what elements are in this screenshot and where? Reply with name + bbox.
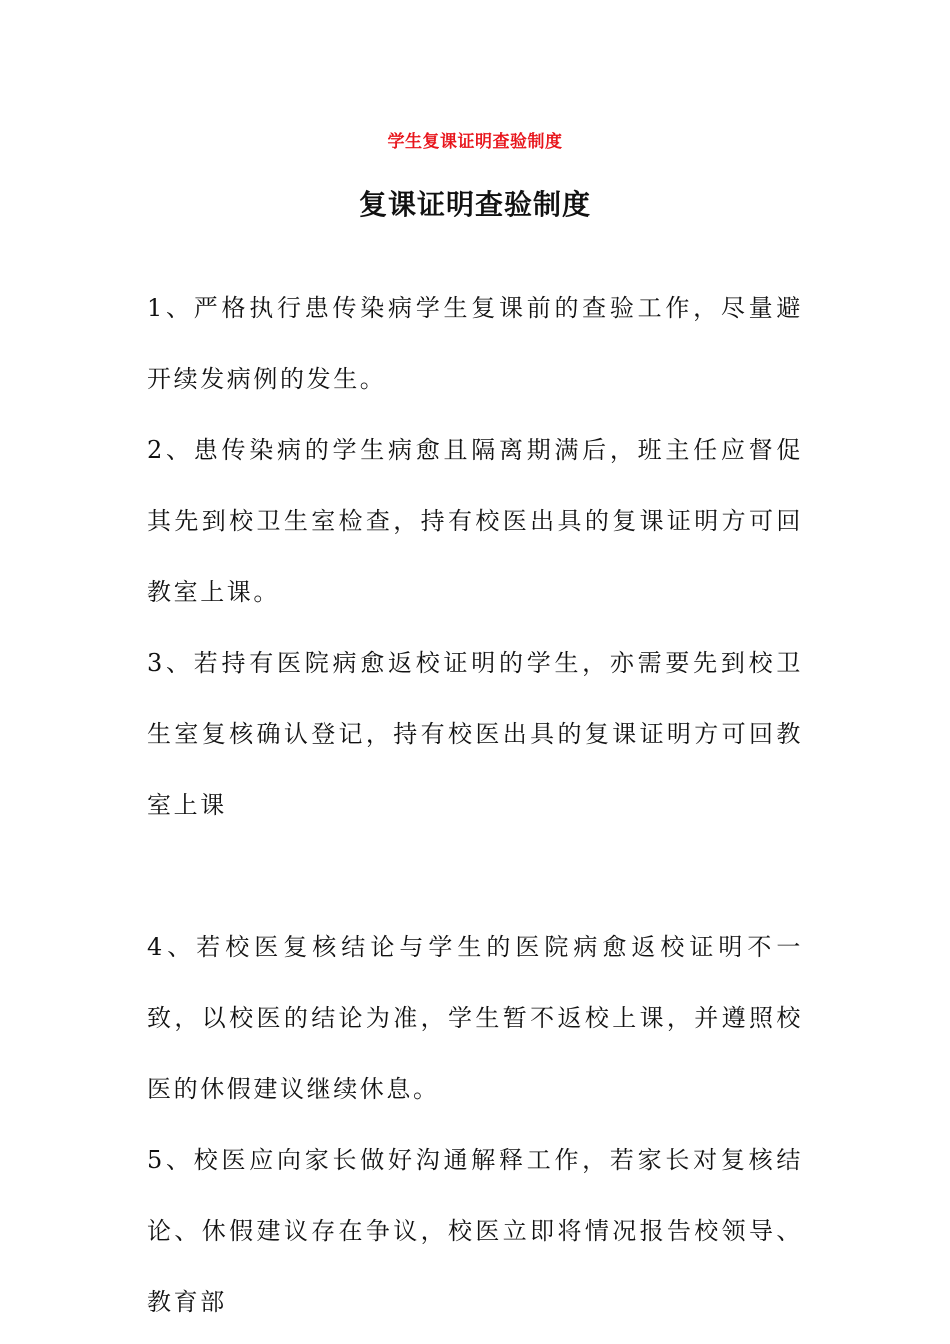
paragraph-5: 5、校医应向家长做好沟通解释工作，若家长对复核结论、休假建议存在争议，校医立即将情况报告校领导、教育部: [147, 1146, 803, 1316]
header-title: 学生复课证明查验制度: [387, 132, 563, 152]
paragraph-3: 3、若持有医院病愈返校证明的学生，亦需要先到校卫生室复核确认登记，持有校医出具的复课证明方可回教室上课: [147, 649, 803, 819]
paragraph-1: 1、严格执行患传染病学生复课前的查验工作，尽量避开续发病例的发生。: [147, 294, 803, 393]
paragraph-4: 4、若校医复核结论与学生的医院病愈返校证明不一致，以校医的结论为准，学生暂不返校上课，并遵照校医的休假建议继续休息。: [147, 933, 803, 1103]
document-body: [147, 273, 803, 1338]
paragraph-2: 2、患传染病的学生病愈且隔离期满后，班主任应督促其先到校卫生室检查，持有校医出具的复课证明方可回教室上课。: [147, 436, 803, 606]
document-title: 复课证明查验制度: [358, 188, 591, 221]
